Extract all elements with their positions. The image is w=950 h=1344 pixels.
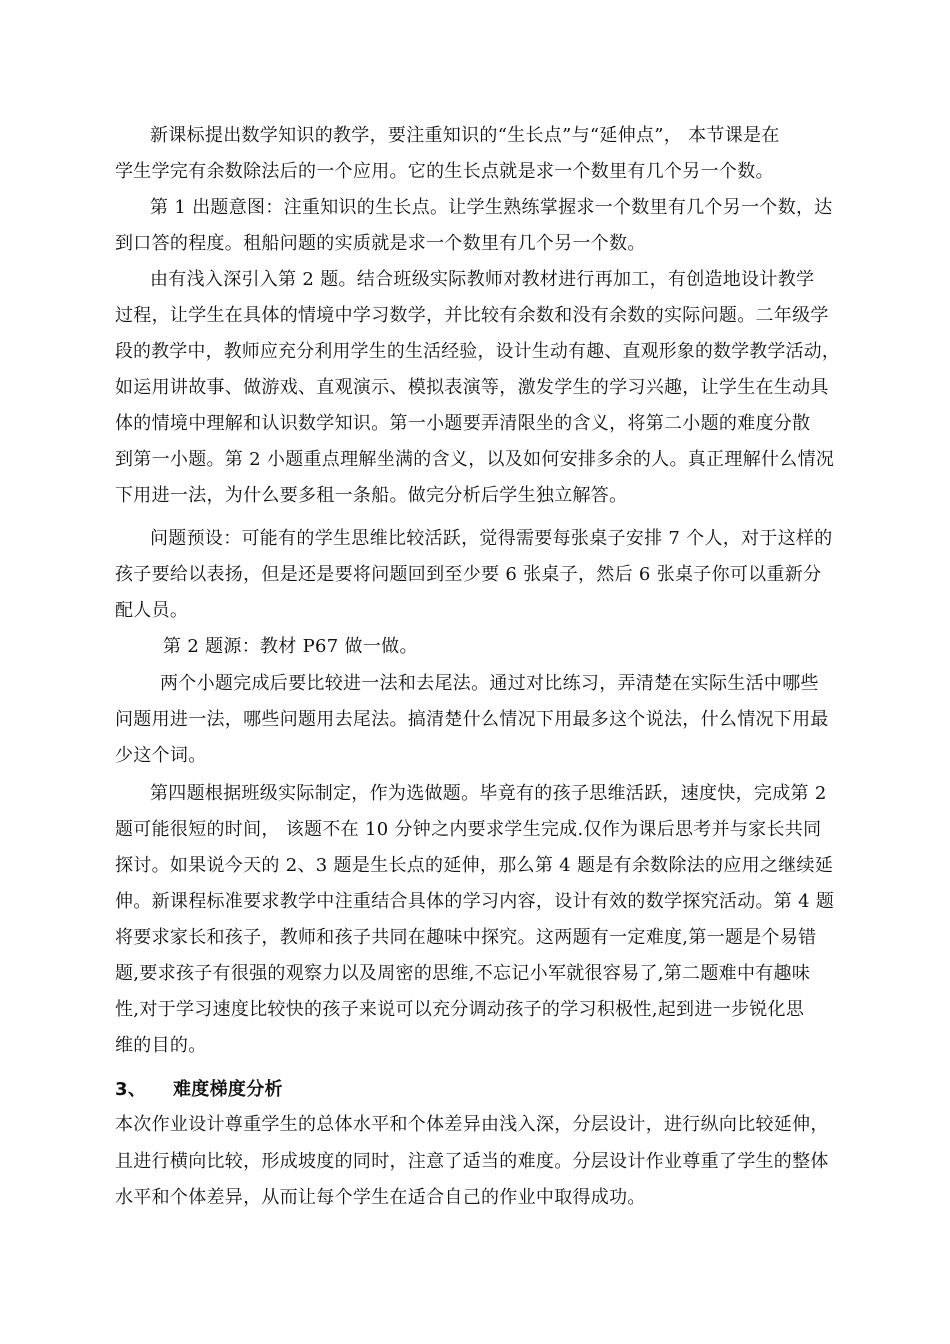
section-number: 3、 bbox=[115, 1079, 147, 1100]
text-line: 第四题根据班级实际制定，作为选做题。毕竟有的孩子思维活跃，速度快，完成第 2 bbox=[150, 783, 827, 804]
section-heading bbox=[115, 1073, 283, 1107]
text-line: 题可能很短的时间， 该题不在 10 分钟之内要求学生完成.仅作为课后思考并与家长共同 bbox=[115, 819, 822, 840]
text-line: 将要求家长和孩子，教师和孩子共同在趣味中探究。这两题有一定难度,第一题是个易错 bbox=[115, 927, 817, 948]
text-line: 伸。新课程标准要求教学中注重结合具体的学习内容，设计有效的数学探究活动。第 4 题 bbox=[115, 891, 835, 912]
text-line: 维的目的。 bbox=[115, 1035, 207, 1056]
text-line: 少这个词。 bbox=[115, 745, 207, 766]
text-line: 如运用讲故事、做游戏、直观演示、模拟表演等，激发学生的学习兴趣，让学生在生动具 bbox=[115, 377, 829, 398]
text-line: 问题用进一法，哪些问题用去尾法。搞清楚什么情况下用最多这个说法，什么情况下用最 bbox=[115, 709, 829, 730]
text-line: 新课标提出数学知识的教学，要注重知识的“生长点”与“延伸点”， 本节课是在 bbox=[150, 125, 780, 146]
text-line: 段的教学中，教师应充分利用学生的生活经验，设计生动有趣、直观形象的数学教学活动， bbox=[115, 341, 840, 362]
section-title: 难度梯度分析 bbox=[173, 1079, 283, 1100]
text-line: 下用进一法，为什么要多租一条船。做完分析后学生独立解答。 bbox=[115, 485, 628, 506]
text-line: 水平和个体差异，从而让每个学生在适合自己的作业中取得成功。 bbox=[115, 1187, 646, 1208]
text-line: 学生学完有余数除法后的一个应用。它的生长点就是求一个数里有几个另一个数。 bbox=[115, 161, 774, 182]
text-line: 由有浅入深引入第 2 题。结合班级实际教师对教材进行再加工，有创造地设计教学 bbox=[150, 269, 815, 290]
text-line: 体的情境中理解和认识数学知识。第一小题要弄清限坐的含义，将第二小题的难度分散 bbox=[115, 413, 811, 434]
text-line: 且进行横向比较，形成坡度的同时，注意了适当的难度。分层设计作业尊重了学生的整体 bbox=[115, 1151, 829, 1172]
text-line: 过程，让学生在具体的情境中学习数学，并比较有余数和没有余数的实际问题。二年级学 bbox=[115, 305, 829, 326]
text-line: 题,要求孩子有很强的观察力以及周密的思维,不忘记小军就很容易了,第二题难中有趣味 bbox=[115, 963, 811, 984]
text-line: 问题预设：可能有的学生思维比较活跃，觉得需要每张桌子安排 7 个人，对于这样的 bbox=[150, 528, 833, 549]
text-line: 第 2 题源：教材 P67 做一做。 bbox=[163, 636, 418, 657]
text-line: 孩子要给以表扬，但是还是要将问题回到至少要 6 张桌子，然后 6 张桌子你可以重新分 bbox=[115, 564, 822, 585]
text-line: 本次作业设计尊重学生的总体水平和个体差异由浅入深，分层设计，进行纵向比较延伸， bbox=[115, 1114, 829, 1135]
text-line: 配人员。 bbox=[115, 600, 189, 621]
text-line: 探讨。如果说今天的 2、3 题是生长点的延伸，那么第 4 题是有余数除法的应用之继续延 bbox=[115, 855, 834, 876]
text-line: 第 1 出题意图：注重知识的生长点。让学生熟练掌握求一个数里有几个另一个数，达 bbox=[150, 197, 833, 218]
text-line: 到第一小题。第 2 小题重点理解坐满的含义，以及如何安排多余的人。真正理解什么情况 bbox=[115, 449, 835, 470]
text-line: 两个小题完成后要比较进一法和去尾法。通过对比练习，弄清楚在实际生活中哪些 bbox=[160, 673, 819, 694]
text-line: 性,对于学习速度比较快的孩子来说可以充分调动孩子的学习积极性,起到进一步锐化思 bbox=[115, 999, 805, 1020]
text-line: 到口答的程度。租船问题的实质就是求一个数里有几个另一个数。 bbox=[115, 233, 646, 254]
